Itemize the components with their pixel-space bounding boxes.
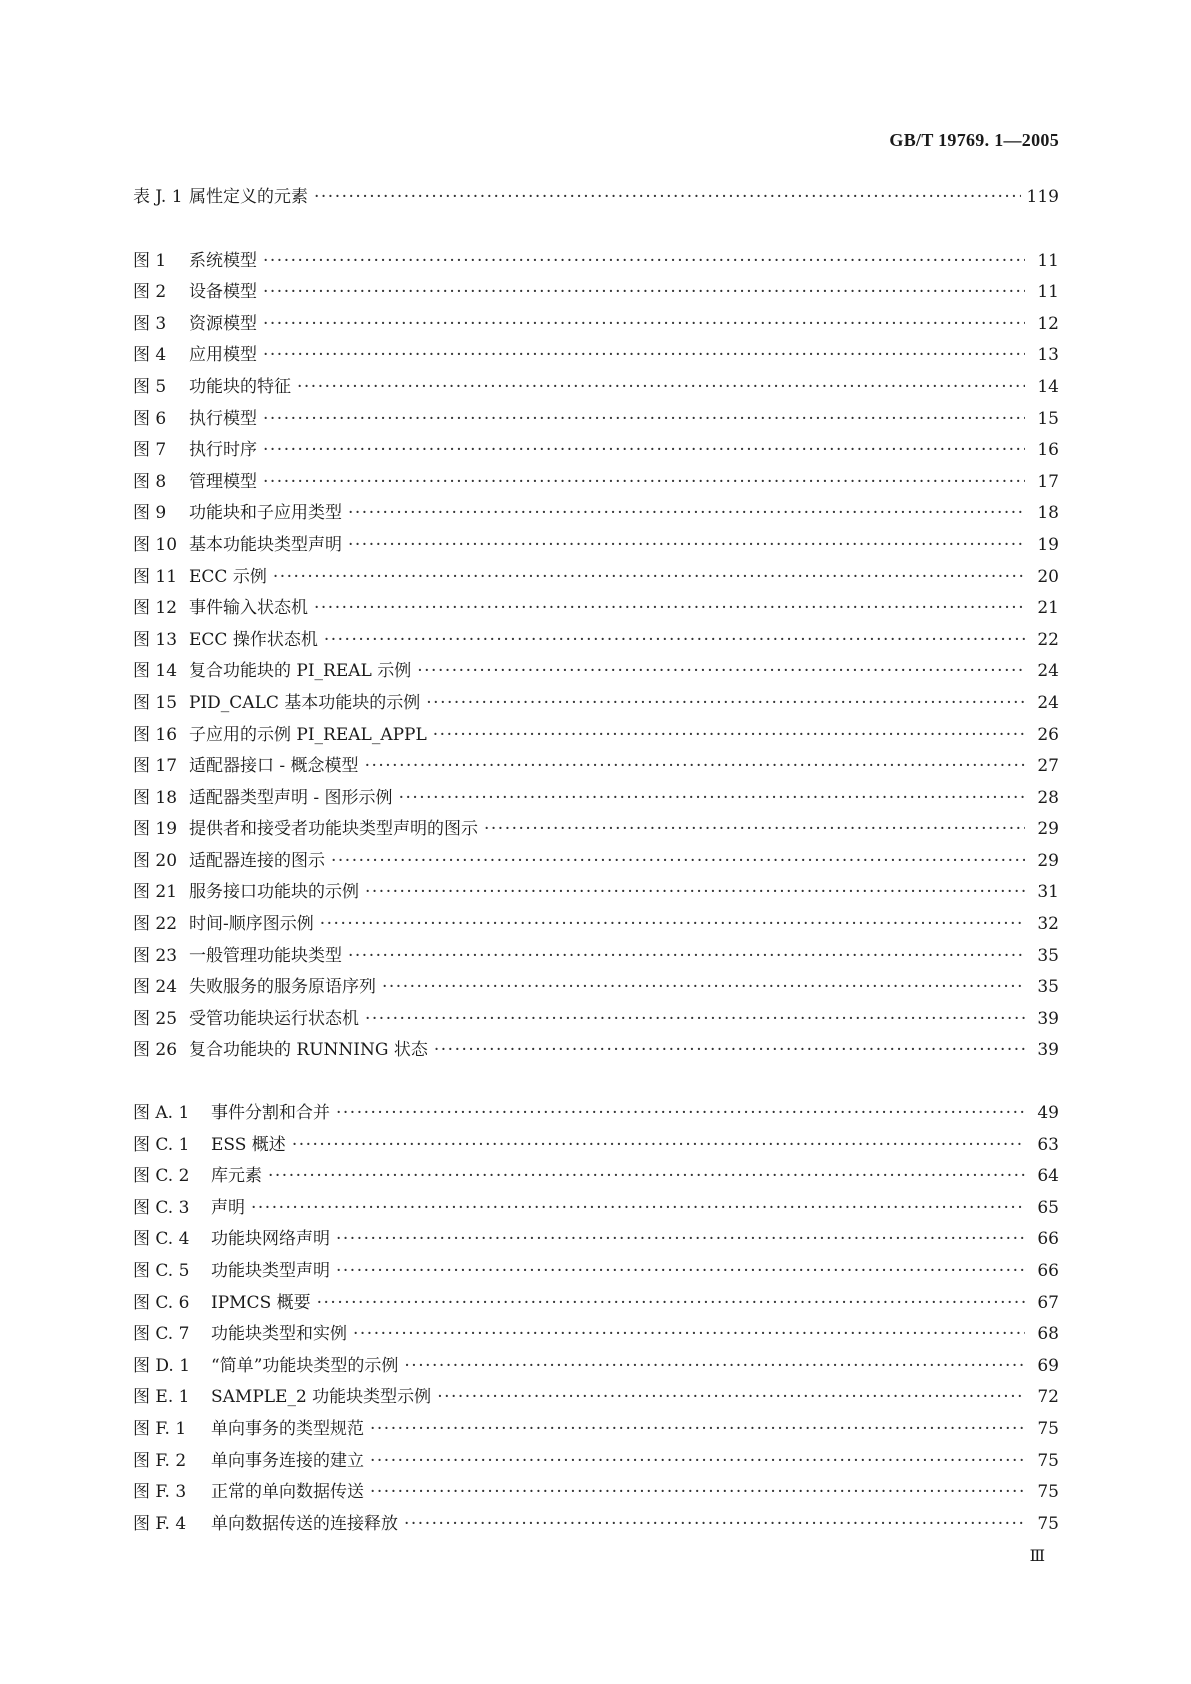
toc-entry[interactable] — [133, 909, 1059, 941]
dot-leader — [268, 1161, 1025, 1193]
dot-leader — [331, 846, 1025, 878]
entry-page-number: 11 — [1037, 250, 1059, 271]
toc-entry[interactable] — [133, 309, 1059, 341]
entry-label: 图 14 — [133, 661, 178, 682]
entry-label: 图 13 — [133, 629, 178, 650]
toc-entry[interactable] — [133, 846, 1059, 878]
entry-title: SAMPLE_2 功能块类型示例 — [211, 1387, 432, 1408]
dot-leader — [348, 941, 1025, 973]
toc-entry[interactable] — [133, 498, 1059, 530]
dot-leader — [348, 530, 1025, 562]
entry-label: 图 20 — [133, 850, 178, 871]
dot-leader — [263, 246, 1025, 278]
toc-entry[interactable] — [133, 972, 1059, 1004]
entry-page-number: 29 — [1037, 850, 1059, 871]
entry-label: 图 4 — [133, 345, 167, 366]
dot-leader — [365, 1004, 1025, 1036]
toc-entry[interactable] — [133, 720, 1059, 752]
entry-title: 正常的单向数据传送 — [211, 1482, 364, 1503]
entry-label: 图 21 — [133, 882, 178, 903]
entry-page-number: 13 — [1037, 345, 1059, 366]
dot-leader — [314, 182, 1021, 214]
entry-title: 基本功能块类型声明 — [189, 534, 342, 555]
entry-label: 图 9 — [133, 503, 167, 524]
entry-label: 图 19 — [133, 819, 178, 840]
entry-title: 属性定义的元素 — [189, 187, 308, 207]
entry-page-number: 66 — [1037, 1261, 1059, 1281]
entry-title: 时间-顺序图示例 — [189, 914, 314, 935]
toc-entry[interactable] — [133, 751, 1059, 783]
entry-page-number: 63 — [1037, 1134, 1059, 1155]
entry-label: 图 1 — [133, 250, 167, 271]
entry-label: 图 E. 1 — [133, 1387, 190, 1408]
list-of-figures-and-tables — [133, 182, 1059, 1540]
toc-entry[interactable] — [133, 435, 1059, 467]
dot-leader — [263, 435, 1025, 467]
entry-title: 单向事务的类型规范 — [211, 1418, 364, 1439]
entry-label: 图 2 — [133, 282, 167, 303]
entry-page-number: 64 — [1037, 1166, 1059, 1187]
entry-label: 图 15 — [133, 692, 178, 713]
entry-title: 复合功能块的 RUNNING 状态 — [189, 1040, 428, 1061]
entry-title: 功能块类型声明 — [211, 1261, 330, 1281]
entry-title: 提供者和接受者功能块类型声明的图示 — [189, 819, 478, 840]
entry-title: 执行时序 — [189, 440, 257, 461]
entry-title: 执行模型 — [189, 408, 257, 429]
toc-entry[interactable] — [133, 467, 1059, 499]
entry-page-number: 35 — [1037, 945, 1059, 966]
dot-leader — [324, 625, 1025, 657]
dot-leader — [348, 498, 1025, 530]
dot-leader — [365, 751, 1025, 783]
dot-leader — [484, 814, 1025, 846]
toc-section — [133, 182, 1059, 214]
entry-page-number: 69 — [1037, 1355, 1059, 1376]
dot-leader — [353, 1319, 1025, 1351]
entry-title: 功能块的特征 — [189, 376, 291, 397]
dot-leader — [273, 562, 1025, 594]
entry-page-number: 16 — [1037, 440, 1059, 461]
entry-page-number: 24 — [1037, 692, 1059, 713]
toc-entry[interactable] — [133, 246, 1059, 278]
dot-leader — [263, 309, 1025, 341]
entry-page-number: 15 — [1037, 408, 1059, 429]
dot-leader — [336, 1224, 1025, 1256]
entry-title: IPMCS 概要 — [211, 1292, 311, 1313]
dot-leader — [426, 688, 1025, 720]
entry-title: 库元素 — [211, 1166, 262, 1187]
entry-label: 图 25 — [133, 1008, 178, 1029]
standard-number: GB/T 19769. 1—2005 — [889, 130, 1059, 150]
toc-entry[interactable] — [133, 688, 1059, 720]
entry-page-number: 75 — [1037, 1482, 1059, 1503]
toc-entry[interactable] — [133, 182, 1059, 214]
toc-entry[interactable] — [133, 1509, 1059, 1541]
toc-entry[interactable] — [133, 277, 1059, 309]
entry-label: 图 5 — [133, 376, 167, 397]
entry-title: 适配器类型声明 - 图形示例 — [189, 787, 393, 808]
dot-leader — [314, 593, 1025, 625]
dot-leader — [404, 1509, 1025, 1541]
entry-label: 图 12 — [133, 598, 178, 619]
toc-entry[interactable] — [133, 877, 1059, 909]
dot-leader — [365, 877, 1025, 909]
entry-page-number: 75 — [1037, 1450, 1059, 1471]
entry-page-number: 20 — [1037, 566, 1059, 587]
dot-leader — [404, 1351, 1025, 1383]
entry-title: 单向事务连接的建立 — [211, 1450, 364, 1471]
entry-page-number: 72 — [1037, 1387, 1059, 1408]
entry-page-number: 39 — [1037, 1040, 1059, 1061]
entry-page-number: 65 — [1037, 1197, 1059, 1218]
entry-title: 功能块网络声明 — [211, 1229, 330, 1250]
entry-label: 图 3 — [133, 313, 167, 334]
entry-label: 图 7 — [133, 440, 167, 461]
entry-title: 子应用的示例 PI_REAL_APPL — [189, 724, 427, 745]
dot-leader — [263, 467, 1025, 499]
entry-label: 图 C. 2 — [133, 1166, 190, 1187]
toc-entry[interactable] — [133, 1256, 1059, 1288]
toc-entry[interactable] — [133, 1319, 1059, 1351]
entry-label: 图 D. 1 — [133, 1355, 191, 1376]
entry-label: 图 F. 1 — [133, 1418, 187, 1439]
entry-page-number: 32 — [1037, 914, 1059, 935]
entry-page-number: 21 — [1037, 598, 1059, 619]
entry-page-number: 68 — [1037, 1324, 1059, 1345]
toc-entry[interactable] — [133, 404, 1059, 436]
entry-label: 图 18 — [133, 787, 178, 808]
entry-title: 失败服务的服务原语序列 — [189, 977, 376, 998]
dot-leader — [297, 372, 1025, 404]
toc-entry[interactable] — [133, 1414, 1059, 1446]
entry-label: 图 F. 3 — [133, 1482, 187, 1503]
dot-leader — [433, 720, 1025, 752]
toc-entry[interactable] — [133, 593, 1059, 625]
toc-entry[interactable] — [133, 562, 1059, 594]
entry-title: 服务接口功能块的示例 — [189, 882, 359, 903]
dot-leader — [263, 277, 1025, 309]
entry-title: 功能块和子应用类型 — [189, 503, 342, 524]
entry-title: 设备模型 — [189, 282, 257, 303]
entry-page-number: 75 — [1037, 1418, 1059, 1439]
entry-title: “简单”功能块类型的示例 — [211, 1355, 399, 1376]
entry-label: 图 C. 4 — [133, 1229, 190, 1250]
toc-entry[interactable] — [133, 1288, 1059, 1320]
dot-leader — [417, 656, 1025, 688]
entry-label: 图 C. 7 — [133, 1324, 190, 1345]
entry-page-number: 19 — [1037, 534, 1059, 555]
entry-title: 事件输入状态机 — [189, 598, 308, 619]
toc-entry[interactable] — [133, 1351, 1059, 1383]
toc-section — [133, 1098, 1059, 1540]
entry-page-number: 24 — [1037, 661, 1059, 682]
dot-leader — [382, 972, 1025, 1004]
entry-label: 图 23 — [133, 945, 178, 966]
dot-leader — [336, 1098, 1025, 1130]
dot-leader — [263, 404, 1025, 436]
toc-entry[interactable] — [133, 1004, 1059, 1036]
dot-leader — [370, 1414, 1025, 1446]
entry-page-number: 17 — [1037, 471, 1059, 492]
toc-entry[interactable] — [133, 1161, 1059, 1193]
dot-leader — [320, 909, 1025, 941]
toc-section — [133, 246, 1059, 1067]
entry-title: 声明 — [211, 1197, 245, 1218]
toc-entry[interactable] — [133, 1098, 1059, 1130]
toc-entry[interactable] — [133, 1224, 1059, 1256]
dot-leader — [370, 1477, 1025, 1509]
toc-entry[interactable] — [133, 372, 1059, 404]
dot-leader — [263, 340, 1025, 372]
entry-label: 图 A. 1 — [133, 1103, 190, 1124]
entry-page-number: 12 — [1037, 313, 1059, 334]
dot-leader — [292, 1130, 1025, 1162]
toc-entry[interactable] — [133, 1477, 1059, 1509]
entry-label: 图 C. 1 — [133, 1134, 190, 1155]
toc-entry[interactable] — [133, 1193, 1059, 1225]
entry-label: 图 17 — [133, 756, 178, 777]
entry-page-number: 28 — [1037, 787, 1059, 808]
entry-page-number: 18 — [1037, 503, 1059, 524]
toc-entry[interactable] — [133, 530, 1059, 562]
entry-label: 图 F. 4 — [133, 1513, 187, 1534]
entry-title: PID_CALC 基本功能块的示例 — [189, 692, 421, 713]
entry-page-number: 75 — [1037, 1513, 1059, 1534]
dot-leader — [434, 1035, 1025, 1067]
entry-label: 图 24 — [133, 977, 178, 998]
entry-label: 图 C. 6 — [133, 1292, 190, 1313]
entry-page-number: 119 — [1026, 187, 1059, 207]
toc-entry[interactable] — [133, 1130, 1059, 1162]
entry-title: 资源模型 — [189, 313, 257, 334]
entry-label: 图 6 — [133, 408, 167, 429]
entry-title: 应用模型 — [189, 345, 257, 366]
entry-label: 图 F. 2 — [133, 1450, 187, 1471]
dot-leader — [317, 1288, 1025, 1320]
entry-page-number: 67 — [1037, 1292, 1059, 1313]
entry-page-number: 39 — [1037, 1008, 1059, 1029]
entry-title: ECC 示例 — [189, 566, 267, 587]
entry-title: 功能块类型和实例 — [211, 1324, 347, 1345]
toc-entry[interactable] — [133, 1446, 1059, 1478]
entry-label: 图 8 — [133, 471, 167, 492]
toc-entry[interactable] — [133, 941, 1059, 973]
dot-leader — [399, 783, 1025, 815]
entry-title: 单向数据传送的连接释放 — [211, 1513, 398, 1534]
entry-page-number: 66 — [1037, 1229, 1059, 1250]
entry-page-number: 31 — [1037, 882, 1059, 903]
toc-entry[interactable] — [133, 783, 1059, 815]
toc-entry[interactable] — [133, 1382, 1059, 1414]
dot-leader — [336, 1256, 1025, 1288]
entry-page-number: 22 — [1037, 629, 1059, 650]
entry-label: 图 11 — [133, 566, 178, 587]
entry-title: 管理模型 — [189, 471, 257, 492]
entry-title: 适配器连接的图示 — [189, 850, 325, 871]
entry-title: 事件分割和合并 — [211, 1103, 330, 1124]
page-folio: Ⅲ — [1029, 1548, 1045, 1565]
entry-label: 图 C. 5 — [133, 1261, 190, 1281]
entry-page-number: 27 — [1037, 756, 1059, 777]
entry-page-number: 26 — [1037, 724, 1059, 745]
entry-title: 一般管理功能块类型 — [189, 945, 342, 966]
toc-entry[interactable] — [133, 656, 1059, 688]
entry-label: 表 J. 1 — [133, 187, 183, 207]
entry-label: 图 16 — [133, 724, 178, 745]
dot-leader — [251, 1193, 1025, 1225]
entry-title: 适配器接口 - 概念模型 — [189, 756, 359, 777]
toc-entry[interactable] — [133, 1035, 1059, 1067]
entry-page-number: 11 — [1037, 282, 1059, 303]
dot-leader — [370, 1446, 1025, 1478]
entry-page-number: 35 — [1037, 977, 1059, 998]
entry-page-number: 29 — [1037, 819, 1059, 840]
entry-title: 系统模型 — [189, 250, 257, 271]
entry-title: ECC 操作状态机 — [189, 629, 318, 650]
entry-label: 图 10 — [133, 534, 178, 555]
dot-leader — [437, 1382, 1025, 1414]
entry-title: 受管功能块运行状态机 — [189, 1008, 359, 1029]
toc-entry[interactable] — [133, 814, 1059, 846]
entry-title: ESS 概述 — [211, 1134, 286, 1155]
entry-label: 图 C. 3 — [133, 1197, 190, 1218]
entry-page-number: 14 — [1037, 376, 1059, 397]
entry-label: 图 26 — [133, 1040, 178, 1061]
toc-entry[interactable] — [133, 340, 1059, 372]
entry-page-number: 49 — [1037, 1103, 1059, 1124]
entry-title: 复合功能块的 PI_REAL 示例 — [189, 661, 412, 682]
entry-label: 图 22 — [133, 914, 178, 935]
toc-entry[interactable] — [133, 625, 1059, 657]
